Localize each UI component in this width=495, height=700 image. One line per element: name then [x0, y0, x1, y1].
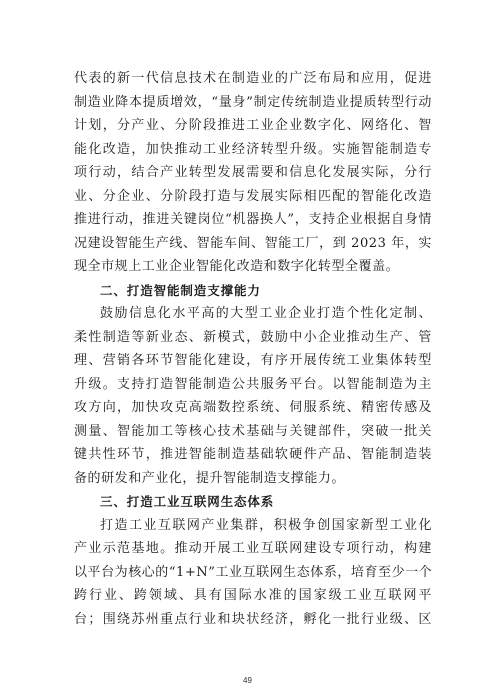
paragraph-line: 台；围绕苏州重点行业和块状经济，孵化一批行业级、区 — [74, 611, 432, 627]
paragraph-line: 鼓励信息化水平高的大型工业企业打造个性化定制、 — [100, 306, 432, 321]
paragraph-line: 备的研发和产业化，提升智能制造支撑能力。 — [74, 470, 346, 486]
paragraph-line: 计划，分产业、分阶段推进工业企业数字化、网络化、智 — [74, 118, 432, 133]
paragraph-line: 理、营销各环节智能化建设，有序开展传统工业集体转型 — [74, 353, 432, 368]
paragraph-line: 柔性制造等新业态、新模式，鼓励中小企业推动生产、管 — [74, 329, 432, 345]
paragraph-line: 现全市规上工业企业智能化改造和数字化转型全覆盖。 — [74, 259, 400, 274]
paragraph-line: 产业示范基地。推动开展工业互联网建设专项行动，构建 — [74, 541, 432, 556]
paragraph-line: 项行动，结合产业转型发展需要和信息化发展实际，分行 — [74, 165, 432, 180]
paragraph-line: 以平台为核心的“1+N”工业互联网生态体系，培育至少一个 — [74, 564, 433, 580]
paragraph-line: 能化改造，加快推动工业经济转型升级。实施智能制造专 — [74, 141, 432, 157]
paragraph-line: 跨行业、跨领域、具有国际水准的国家级工业互联网平 — [74, 588, 432, 603]
paragraph-line: 况建设智能生产线、智能车间、智能工厂，到 2023 年，实 — [74, 235, 432, 251]
section-heading: 二、打造智能制造支撑能力 — [100, 282, 261, 298]
paragraph-line: 代表的新一代信息技术在制造业的广泛布局和应用，促进 — [74, 71, 432, 86]
paragraph-line: 升级。支持打造智能制造公共服务平台。以智能制造为主 — [74, 376, 432, 392]
body-text — [74, 67, 432, 631]
paragraph-line: 攻方向，加快攻克高端数控系统、伺服系统、精密传感及 — [74, 400, 432, 415]
page-number: 49 — [243, 676, 252, 685]
paragraph-line: 推进行动，推进关键岗位“机器换人”，支持企业根据自身情 — [74, 212, 432, 227]
paragraph-line: 制造业降本提质增效，“量身”制定传统制造业提质转型行动 — [74, 94, 432, 110]
paragraph-line: 键共性环节，推进智能制造基础软硬件产品、智能制造装 — [74, 447, 432, 462]
paragraph-line: 业、分企业、分阶段打造与发展实际相匹配的智能化改造 — [74, 188, 432, 204]
paragraph-line: 打造工业互联网产业集群，积极争创国家新型工业化 — [100, 517, 432, 533]
section-heading: 三、打造工业互联网生态体系 — [100, 494, 275, 509]
paragraph-line: 测量、智能加工等核心技术基础与关键部件，突破一批关 — [74, 423, 432, 439]
